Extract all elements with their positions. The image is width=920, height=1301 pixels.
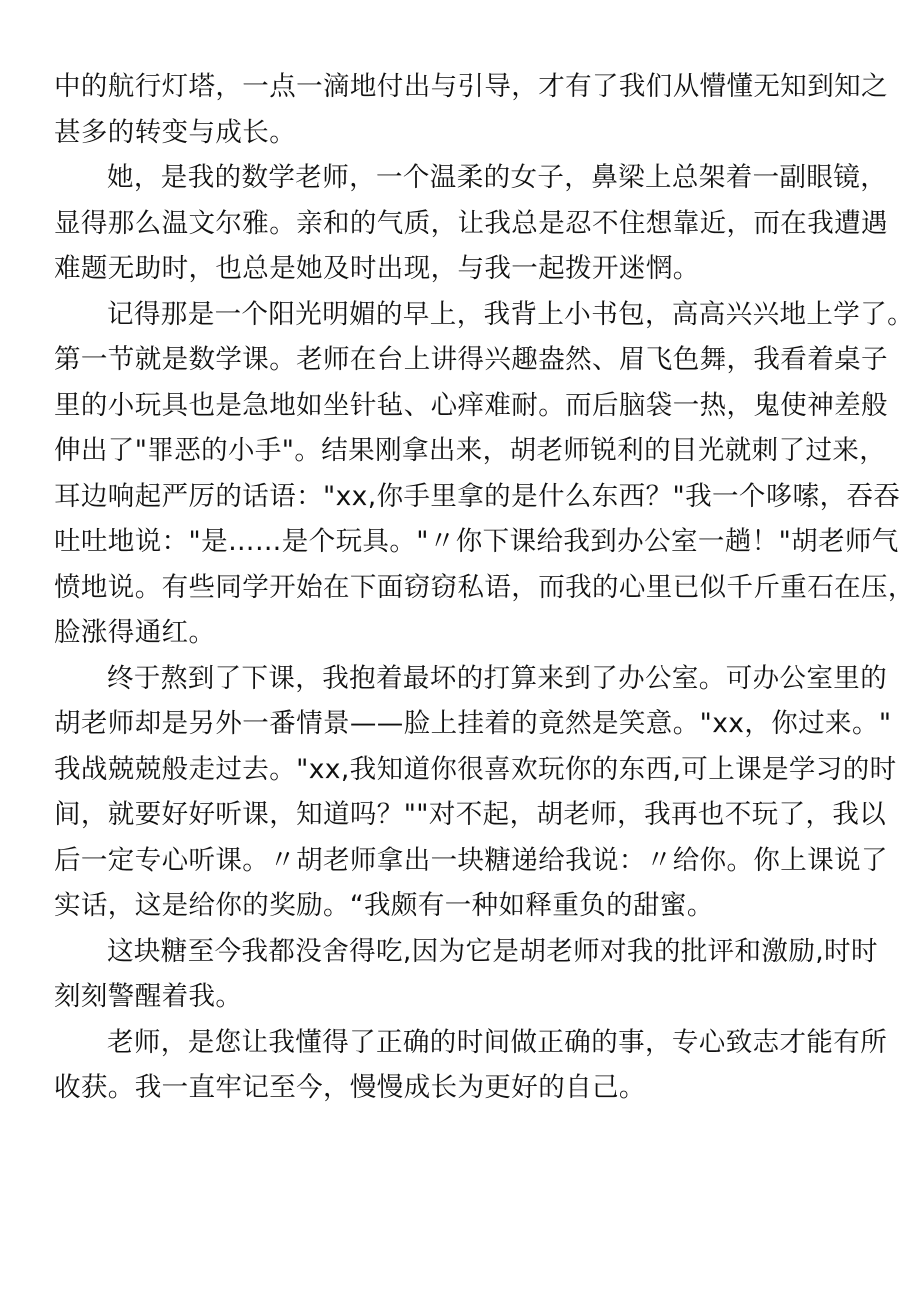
text-line: 吐吐地说："是……是个玩具。"〃你下课给我到办公室一趟！"胡老师气 — [54, 526, 899, 557]
text-line: 收获。我一直牢记至今，慢慢成长为更好的自己。 — [54, 1072, 646, 1103]
text-line: 耳边响起严厉的话语："xx,你手里拿的是什么东西？"我一个哆嗦，吞吞 — [54, 480, 901, 512]
text-line: 她，是我的数学老师，一个温柔的女子，鼻梁上总架着一副眼镜， — [107, 162, 888, 193]
text-line: 后一定专心听课。〃胡老师拿出一块糖递给我说：〃给你。你上课说了 — [54, 844, 888, 876]
paragraph-classroom-story — [54, 292, 915, 656]
text-line: 甚多的转变与成长。 — [54, 116, 297, 148]
text-line: 刻刻警醒着我。 — [54, 981, 243, 1012]
text-line: 显得那么温文尔雅。亲和的气质，让我总是忍不住想靠近，而在我遭遇 — [54, 207, 888, 239]
text-line: 愤地说。有些同学开始在下面窃窃私语，而我的心里已似千斤重石在压， — [54, 571, 915, 603]
text-line: 老师，是您让我懂得了正确的时间做正确的事，专心致志才能有所 — [107, 1026, 888, 1058]
text-line: 记得那是一个阳光明媚的早上，我背上小书包，高高兴兴地上学了。 — [107, 298, 914, 330]
text-line: 里的小玩具也是急地如坐针毡、心痒难耐。而后脑袋一热，鬼使神差般 — [54, 389, 888, 421]
text-line: 中的航行灯塔，一点一滴地付出与引导，才有了我们从懵懂无知到知之 — [54, 71, 888, 102]
paragraph-office-story — [54, 656, 897, 929]
document-body — [54, 64, 915, 1111]
text-line: 我战兢兢般走过去。"xx,我知道你很喜欢玩你的东西,可上课是学习的时 — [54, 753, 897, 785]
paragraph-conclusion — [54, 1020, 888, 1111]
text-line: 伸出了"罪恶的小手"。结果刚拿出来，胡老师锐利的目光就刺了过来， — [54, 435, 887, 466]
text-line: 脸涨得通红。 — [54, 617, 216, 648]
paragraph-candy — [54, 929, 878, 1020]
text-line: 第一节就是数学课。老师在台上讲得兴趣盎然、眉飞色舞，我看着桌子 — [54, 344, 888, 375]
paragraph-lighthouse — [54, 64, 888, 155]
text-line: 胡老师却是另外一番情景——脸上挂着的竟然是笑意。"xx，你过来。" — [54, 708, 892, 739]
paragraph-teacher-intro — [54, 155, 888, 292]
text-line: 实话，这是给你的奖励。“我颇有一种如释重负的甜蜜。 — [54, 890, 714, 921]
text-line: 间，就要好好听课，知道吗？""对不起，胡老师，我再也不玩了，我以 — [54, 799, 887, 830]
text-line: 难题无助时，也总是她及时出现，与我一起拨开迷惘。 — [54, 253, 700, 284]
text-line: 这块糖至今我都没舍得吃,因为它是胡老师对我的批评和激励,时时 — [107, 935, 878, 967]
text-line: 终于熬到了下课，我抱着最坏的打算来到了办公室。可办公室里的 — [107, 662, 888, 694]
